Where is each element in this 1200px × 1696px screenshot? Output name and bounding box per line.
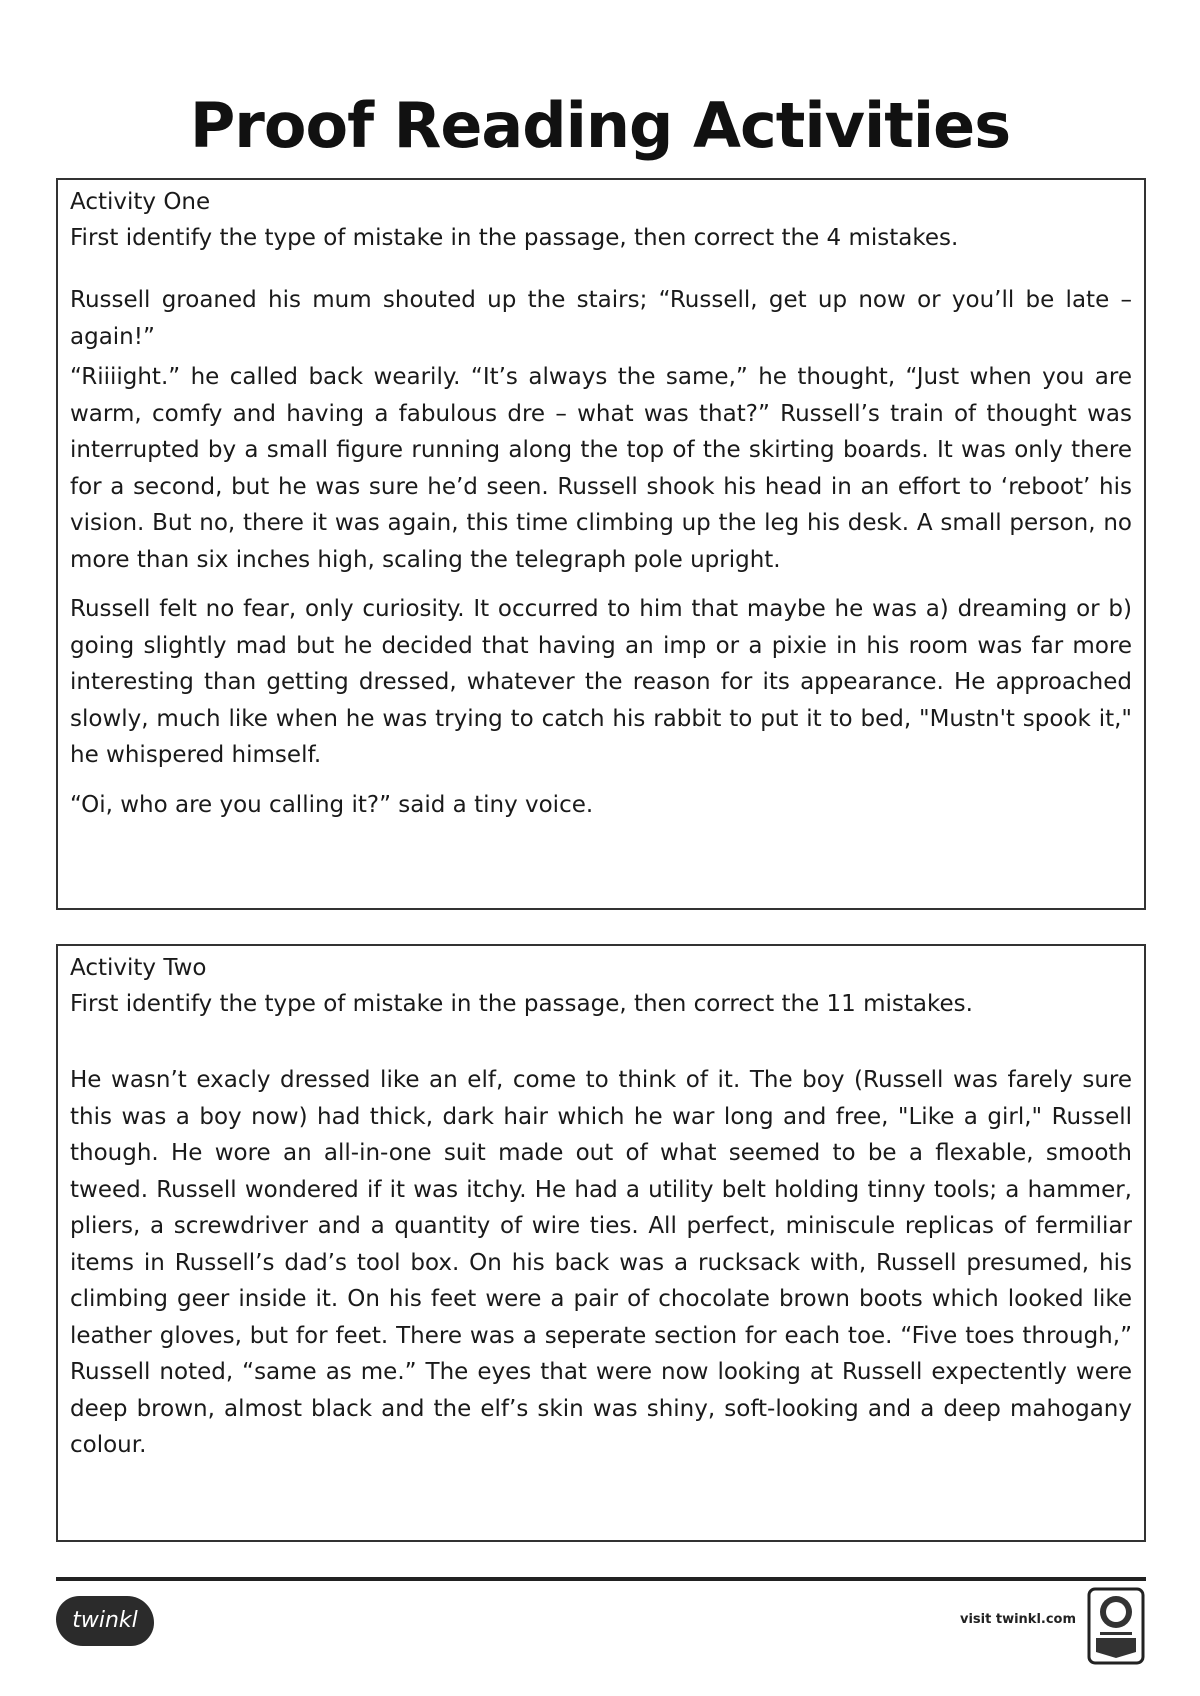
page-title: Proof Reading Activities — [189, 89, 1011, 162]
activity-two-box — [56, 944, 1146, 1542]
visit-website-text: visit twinkl.com — [960, 1612, 1077, 1627]
activity-one-heading: Activity One — [70, 189, 211, 215]
activity-two-paragraph: He wasn’t exacly dressed like an elf, come to think of it. The boy (Russell was farely sure this was a boy now) had thick, dark hair which he war long and free, "Like a girl," Russell though. He wore an all-in-one suit made out of what seemed to be a flexable, smooth tweed. Russell wondered if it was itchy. He had a utility belt holding tinny tools; a hammer, pliers, a screwdriver and a quantity of wire ties. All perfect, miniscule replicas of fermiliar items in Russell’s dad’s tool box. On his back was a rucksack with, Russell presumed, his climbing geer inside it. On his feet were a pair of chocolate brown boots which looked like leather gloves, but for feet. There was a seperate section for each toe. “Five toes through,” Russell noted, “same as me.” The eyes that were now looking at Russell expectently were deep brown, almost black and the elf’s skin was shiny, soft-looking and a deep mahogany colour. — [70, 1067, 1132, 1458]
activity-one-instruction: First identify the type of mistake in the passage, then correct the 4 mistakes. — [70, 225, 959, 251]
activity-one-paragraph: Russell groaned his mum shouted up the stairs; “Russell, get up now or you’ll be late – again!” — [70, 287, 1132, 350]
activity-one-paragraph: “Riiiight.” he called back wearily. “It’s always the same,” he thought, “Just when you are warm, comfy and having a fabulous dre – what was that?” Russell’s train of thought was interrupted by a small figure running along the top of the skirting boards. It was only there for a second, but he was sure he’d seen. Russell shook his head in an effort to ‘reboot’ his vision. But no, there it was again, this time climbing up the leg his desk. A small person, no more than six inches high, scaling the telegraph pole upright. — [70, 364, 1132, 573]
activity-one-paragraph: “Oi, who are you calling it?” said a tiny voice. — [70, 791, 594, 818]
footer-divider — [56, 1577, 1146, 1581]
twinkl-logo: twinkl — [56, 1596, 154, 1646]
activity-one-paragraph: Russell felt no fear, only curiosity. It occurred to him that maybe he was a) dreaming or b) going slightly mad but he decided that having an imp or a pixie in his room was far more interesting than getting dressed, whatever the reason for its appearance. He approached slowly, much like when he was trying to catch his rabbit to put it to bed, "Mustn't spook it," he whispered himself. — [70, 596, 1132, 768]
activity-two-instruction: First identify the type of mistake in the passage, then correct the 11 mistakes. — [70, 991, 973, 1017]
quality-standard-badge-icon — [1086, 1586, 1146, 1666]
activity-one-box — [56, 178, 1146, 910]
activity-two-heading: Activity Two — [70, 955, 207, 981]
